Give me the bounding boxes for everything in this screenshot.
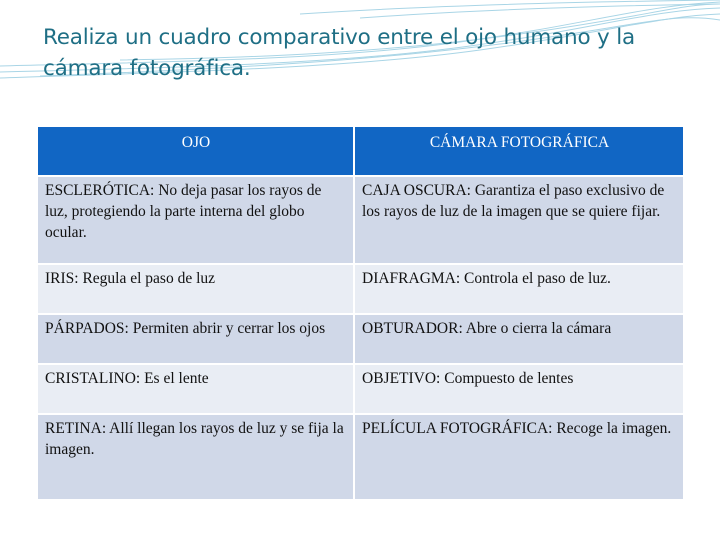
table-row: [37, 414, 684, 500]
comparison-table: [36, 125, 685, 501]
table-row: [37, 264, 684, 314]
table-cell: DIAFRAGMA: Controla el paso de luz.: [354, 264, 684, 314]
table-cell: CRISTALINO: Es el lente: [37, 364, 354, 414]
slide-title: Realiza un cuadro comparativo entre el ojo humano y la cámara fotográfica.: [43, 25, 635, 81]
table-row: [37, 176, 684, 264]
column-header-camara: CÁMARA FOTOGRÁFICA: [354, 126, 684, 176]
table-cell: IRIS: Regula el paso de luz: [37, 264, 354, 314]
column-header-ojo: OJO: [37, 126, 354, 176]
table-cell: RETINA: Allí llegan los rayos de luz y se fija la imagen.: [37, 414, 354, 500]
table-cell: OBJETIVO: Compuesto de lentes: [354, 364, 684, 414]
table-header-row: [37, 126, 684, 176]
table-cell: OBTURADOR: Abre o cierra la cámara: [354, 314, 684, 364]
table-row: [37, 364, 684, 414]
table-cell: CAJA OSCURA: Garantiza el paso exclusivo de los rayos de luz de la imagen que se quiere fijar.: [354, 176, 684, 264]
table-cell: PELÍCULA FOTOGRÁFICA: Recoge la imagen.: [354, 414, 684, 500]
table-cell: ESCLERÓTICA: No deja pasar los rayos de luz, protegiendo la parte interna del globo ocular.: [37, 176, 354, 264]
table-cell: PÁRPADOS: Permiten abrir y cerrar los ojos: [37, 314, 354, 364]
table-row: [37, 314, 684, 364]
